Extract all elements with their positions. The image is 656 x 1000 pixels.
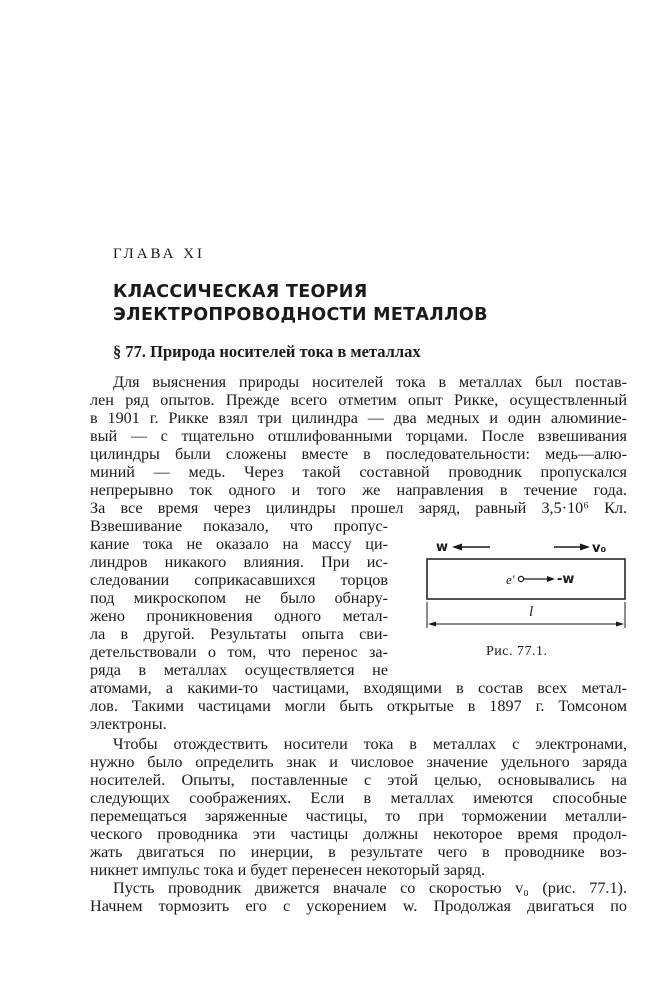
text-line: перемещаться заряженные частицы, то при торможении металли-: [90, 807, 627, 825]
text-line: Чтобы отождествить носители тока в металлах с электронами,: [113, 735, 627, 753]
v0-arrowhead: [580, 544, 590, 551]
text-line: цилиндры были сложены вместе в последовательности: медь—алю-: [90, 445, 627, 463]
text-line: жать двигаться по инерции, в результате чего в проводнике воз-: [90, 843, 627, 861]
text-line: под микроскопом не было обнару-: [90, 589, 388, 607]
text-line: следующих соображениях. Если в металлах имеются способные: [90, 789, 627, 807]
text-line: лов. Такими частицами могли быть открытые в 1897 г. Томсоном: [90, 697, 627, 715]
label-w: w: [436, 540, 449, 555]
text-line: электроны.: [90, 715, 167, 733]
length-arrow-left: [428, 622, 436, 627]
text-line: жено проникновения одного метал-: [90, 607, 388, 625]
text-line: носителей. Опыты, поставленные с этой целью, основывались на: [90, 771, 627, 789]
text-line: Для выяснения природы носителей тока в металлах был постав-: [113, 373, 627, 391]
text-line: ческого проводника эти частицы должны некоторое время продол-: [90, 825, 627, 843]
electron-dot: [518, 576, 523, 581]
label-electron: e′: [506, 572, 515, 587]
text-line: лен ряд опытов. Прежде всего отметим опыт Рикке, осуществленный: [90, 391, 627, 409]
text-line: атомами, а какими-то частицами, входящими в состав всех метал-: [90, 679, 627, 697]
text-line: непрерывно ток одного и того же направления в течение года.: [90, 481, 627, 499]
label-minus-w: -w: [557, 572, 575, 587]
length-arrow-right: [616, 622, 624, 627]
chapter-title: [113, 281, 488, 327]
text-line: Пусть проводник движется вначале со скоростью v₀ (рис. 77.1).: [113, 879, 627, 897]
text-line: ла в другой. Результаты опыта сви-: [90, 625, 388, 643]
text-line: нужно было определить знак и числовое значение удельного заряда: [90, 753, 627, 771]
text-line: Взвешивание показало, что пропус-: [90, 517, 388, 535]
text-line: следовании соприкасавшихся торцов: [90, 571, 388, 589]
text-line: ряда в металлах осуществляется не: [90, 661, 388, 679]
w-arrowhead: [452, 544, 462, 551]
text-line: линдров никакого влияния. При ис-: [90, 553, 388, 571]
figure-caption: Рис. 77.1.: [486, 644, 548, 659]
chapter-title-line-2: ЭЛЕКТРОПРОВОДНОСТИ МЕТАЛЛОВ: [113, 305, 488, 325]
electron-arrowhead: [547, 576, 555, 582]
label-length: l: [529, 604, 534, 620]
chapter-title-line-1: КЛАССИЧЕСКАЯ ТЕОРИЯ: [113, 282, 368, 302]
text-line: Начнем тормозить его с ускорением w. Продолжая двигаться по: [90, 897, 627, 915]
text-line: никнет импульс тока и будет перенесен некоторый заряд.: [90, 861, 486, 879]
section-title: § 77. Природа носителей тока в металлах: [113, 342, 421, 361]
text-line: детельствовали о том, что перенос за-: [90, 643, 388, 661]
text-line: кание тока не оказало на массу ци-: [90, 535, 388, 553]
text-line: За все время через цилиндры прошел заряд, равный 3,5·10⁶ Кл.: [90, 499, 627, 517]
text-line: в 1901 г. Рикке взял три цилиндра — два медных и один алюминие-: [90, 409, 627, 427]
chapter-label: ГЛАВА XI: [113, 246, 206, 262]
label-v0: v₀: [592, 541, 607, 556]
figure-77-1: [418, 534, 633, 664]
text-line: миний — медь. Через такой составной проводник пропускался: [90, 463, 627, 481]
text-line: вый — с тщательно отшлифованными торцами. После взвешивания: [90, 427, 627, 445]
